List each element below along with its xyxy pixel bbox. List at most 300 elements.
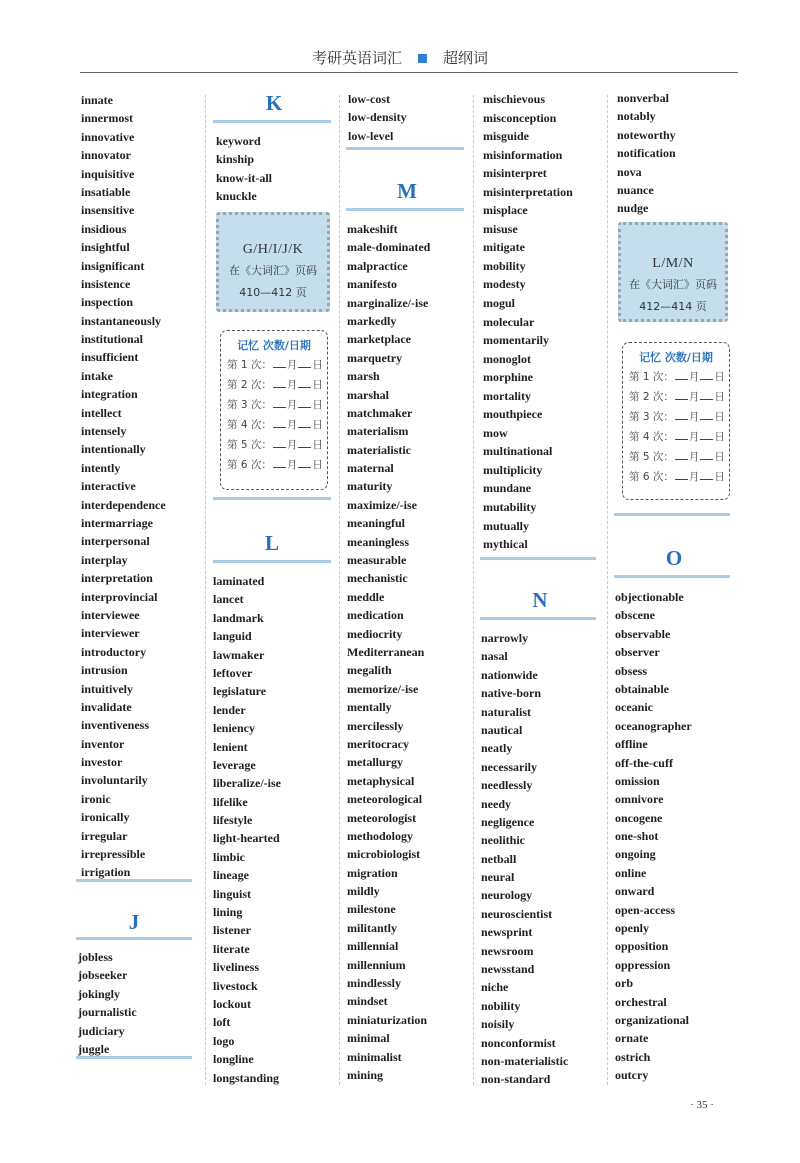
word-entry: maturity — [347, 479, 393, 494]
word-entry: mutability — [483, 500, 537, 515]
day-blank — [700, 369, 713, 380]
word-entry: intensely — [81, 424, 127, 439]
day-blank — [700, 469, 713, 480]
section-letter-j: J — [128, 910, 140, 934]
word-entry: intuitively — [81, 681, 134, 696]
word-entry: orb — [615, 976, 633, 991]
word-entry: observer — [615, 645, 660, 660]
word-entry: metaphysical — [347, 773, 415, 788]
word-entry: neolithic — [481, 833, 525, 848]
word-list-l-continued — [348, 90, 407, 145]
word-entry: niche — [481, 980, 509, 995]
word-entry: oncogene — [615, 810, 663, 825]
month-label: 月 — [688, 411, 700, 423]
word-entry: innate — [81, 93, 114, 107]
word-entry: netball — [481, 851, 517, 866]
word-entry: maternal — [347, 461, 394, 476]
day-label: 日 — [714, 391, 725, 403]
word-entry: materialism — [347, 424, 409, 439]
word-list-j — [78, 948, 137, 1058]
word-entry: interactive — [81, 479, 136, 494]
word-entry: mitigate — [483, 240, 525, 255]
word-entry: marketplace — [347, 332, 411, 347]
word-entry: lenient — [213, 739, 248, 754]
word-entry: objectionable — [615, 590, 684, 604]
word-entry: neatly — [481, 741, 513, 756]
word-entry: multinational — [483, 444, 553, 459]
word-entry: low-density — [348, 110, 407, 125]
month-label: 月 — [688, 471, 700, 483]
word-entry: minimal — [347, 1031, 390, 1046]
word-entry: intentionally — [81, 442, 146, 457]
header-book-title: 考研英语词汇 — [311, 49, 402, 67]
word-entry: judiciary — [78, 1023, 125, 1038]
word-entry: methodology — [347, 828, 413, 843]
word-entry: interplay — [81, 552, 128, 567]
memory-row-label: 第 3 次： — [227, 399, 272, 411]
word-entry: interpretation — [81, 571, 153, 586]
month-blank — [273, 457, 286, 468]
word-entry: mindlessly — [347, 976, 402, 991]
word-entry: lender — [213, 702, 246, 717]
column-divider — [473, 95, 474, 1085]
word-entry: nautical — [481, 722, 523, 737]
word-entry: knuckle — [216, 189, 257, 204]
word-entry: manifesto — [347, 277, 397, 292]
word-entry: lineage — [213, 868, 249, 883]
word-list-m — [347, 220, 430, 1084]
word-entry: low-cost — [348, 92, 390, 106]
word-entry: Mediterranean — [347, 644, 425, 659]
word-entry: interviewee — [81, 607, 140, 622]
word-entry: miniaturization — [347, 1012, 427, 1027]
word-entry: needlessly — [481, 778, 533, 793]
word-list-o — [615, 588, 692, 1085]
word-entry: offline — [615, 737, 648, 752]
word-list-n-continued — [617, 89, 676, 218]
word-entry: minimalist — [347, 1049, 402, 1064]
word-entry: millennial — [347, 939, 399, 954]
word-entry: omnivore — [615, 792, 664, 807]
word-entry: invalidate — [81, 699, 132, 714]
page-box-letters: L/M/N — [652, 256, 694, 271]
word-entry: nonverbal — [617, 91, 670, 105]
month-label: 月 — [286, 379, 298, 391]
word-entry: militantly — [347, 920, 397, 935]
word-entry: mortality — [483, 388, 531, 403]
word-entry: materialistic — [347, 442, 411, 457]
word-entry: millennium — [347, 957, 406, 972]
word-entry: obscene — [615, 608, 655, 623]
word-entry: leverage — [213, 757, 256, 772]
word-entry: modesty — [483, 277, 526, 292]
word-entry: leftover — [213, 665, 253, 680]
word-entry: newsroom — [481, 943, 534, 958]
word-entry: mindset — [347, 994, 388, 1009]
word-entry: limbic — [213, 849, 245, 864]
word-entry: inventor — [81, 736, 125, 751]
word-entry: meteorologist — [347, 810, 417, 825]
month-blank — [675, 389, 688, 400]
month-blank — [675, 469, 688, 480]
word-entry: know-it-all — [216, 170, 273, 185]
word-entry: light-hearted — [213, 831, 280, 846]
word-entry: irrigation — [81, 865, 131, 880]
word-list-k — [216, 132, 272, 206]
word-entry: native-born — [481, 686, 541, 701]
month-blank — [675, 409, 688, 420]
word-entry: lockout — [213, 996, 252, 1011]
word-entry: longline — [213, 1052, 254, 1067]
month-blank — [273, 377, 286, 388]
word-entry: oceanic — [615, 700, 653, 715]
section-letter-m: M — [397, 179, 417, 203]
word-entry: meteorological — [347, 792, 423, 807]
word-entry: nuance — [617, 182, 654, 197]
word-entry: mining — [347, 1067, 384, 1082]
word-entry: markedly — [347, 313, 397, 328]
word-entry: ongoing — [615, 847, 656, 862]
word-entry: mow — [483, 425, 508, 440]
word-entry: literate — [213, 941, 250, 956]
word-entry: openly — [615, 921, 650, 936]
word-entry: off-the-cuff — [615, 755, 673, 770]
running-header — [0, 48, 800, 68]
memory-row-label: 第 6 次： — [629, 471, 674, 483]
month-blank — [273, 437, 286, 448]
word-entry: lifelike — [213, 794, 248, 809]
page-box-letters: G/H/I/J/K — [242, 242, 304, 257]
day-blank — [298, 357, 311, 368]
word-entry: malpractice — [347, 258, 408, 273]
day-blank — [298, 437, 311, 448]
day-label: 日 — [714, 431, 725, 443]
word-entry: insignificant — [81, 258, 145, 273]
memory-row — [227, 395, 327, 415]
word-entry: orchestral — [615, 994, 667, 1009]
word-list-l — [213, 572, 281, 1087]
word-entry: interviewer — [81, 626, 140, 641]
word-entry: maximize/-ise — [347, 497, 417, 512]
page-box-pages: 410—412 页 — [239, 286, 307, 299]
memory-row — [227, 355, 327, 375]
word-entry: leniency — [213, 721, 255, 736]
word-entry: intermarriage — [81, 515, 153, 530]
word-entry: inquisitive — [81, 166, 135, 181]
day-blank — [700, 429, 713, 440]
word-entry: meaningful — [347, 516, 406, 531]
word-entry: omission — [615, 773, 660, 788]
month-blank — [675, 429, 688, 440]
memory-log-box — [220, 330, 328, 490]
word-entry: observable — [615, 626, 671, 641]
word-entry: journalistic — [78, 1005, 137, 1020]
day-blank — [298, 397, 311, 408]
word-entry: newsstand — [481, 962, 535, 977]
section-rule — [76, 1056, 192, 1059]
memory-row-label: 第 1 次： — [629, 371, 674, 383]
month-label: 月 — [286, 419, 298, 431]
word-entry: nobility — [481, 998, 521, 1013]
column-divider — [205, 95, 206, 1085]
word-entry: nasal — [481, 649, 508, 664]
word-entry: mythical — [483, 537, 528, 552]
month-label: 月 — [688, 451, 700, 463]
word-entry: onward — [615, 884, 655, 899]
word-entry: lining — [213, 905, 243, 920]
day-label: 日 — [714, 471, 725, 483]
word-entry: innovative — [81, 129, 135, 144]
word-entry: noteworthy — [617, 127, 676, 142]
word-entry: interdependence — [81, 497, 166, 512]
word-entry: necessarily — [481, 759, 537, 774]
header-rule — [80, 72, 738, 73]
word-entry: longstanding — [213, 1070, 280, 1085]
month-blank — [273, 357, 286, 368]
word-entry: misplace — [483, 203, 528, 218]
word-entry: ornate — [615, 1031, 649, 1046]
word-entry: naturalist — [481, 704, 532, 719]
word-entry: opposition — [615, 939, 669, 954]
word-entry: mutually — [483, 518, 530, 533]
month-blank — [675, 449, 688, 460]
word-entry: introductory — [81, 644, 147, 659]
word-entry: nudge — [617, 201, 649, 216]
memory-row-label: 第 5 次： — [629, 451, 674, 463]
word-entry: online — [615, 865, 647, 880]
word-entry: oppression — [615, 957, 671, 972]
memory-row-label: 第 6 次： — [227, 459, 272, 471]
word-entry: organizational — [615, 1012, 689, 1027]
word-entry: investor — [81, 755, 123, 770]
word-entry: mischievous — [483, 92, 546, 106]
memory-row-label: 第 2 次： — [629, 391, 674, 403]
word-entry: non-materialistic — [481, 1053, 569, 1068]
section-rule — [480, 557, 596, 560]
month-label: 月 — [286, 399, 298, 411]
month-blank — [273, 417, 286, 428]
word-entry: institutional — [81, 332, 144, 347]
day-label: 日 — [714, 451, 725, 463]
word-entry: insistence — [81, 276, 131, 291]
word-entry: memorize/-ise — [347, 681, 419, 696]
word-entry: momentarily — [483, 333, 549, 348]
day-label: 日 — [312, 439, 323, 451]
word-entry: nationwide — [481, 667, 538, 682]
word-entry: misguide — [483, 129, 530, 144]
word-entry: noisily — [481, 1017, 515, 1032]
word-entry: instantaneously — [81, 313, 162, 328]
word-entry: non-standard — [481, 1072, 551, 1087]
page-reference-box — [216, 212, 330, 312]
word-entry: megalith — [347, 663, 392, 678]
word-entry: misinterpretation — [483, 184, 573, 199]
word-entry: neuroscientist — [481, 906, 553, 921]
word-entry: monoglot — [483, 351, 531, 366]
word-entry: intake — [81, 368, 114, 383]
word-entry: misinterpret — [483, 166, 547, 181]
day-blank — [700, 409, 713, 420]
header-section-title: 超纲词 — [443, 49, 489, 67]
memory-row — [629, 387, 729, 407]
word-list-i — [81, 91, 166, 882]
section-rule — [346, 208, 464, 211]
month-label: 月 — [286, 439, 298, 451]
memory-row — [629, 427, 729, 447]
memory-row-label: 第 4 次： — [227, 419, 272, 431]
word-entry: milestone — [347, 902, 396, 917]
word-entry: measurable — [347, 553, 407, 568]
memory-row — [227, 375, 327, 395]
month-label: 月 — [688, 371, 700, 383]
word-entry: irrepressible — [81, 847, 146, 862]
day-label: 日 — [312, 379, 323, 391]
section-rule — [480, 617, 596, 620]
page-box-caption: 在《大词汇》页码 — [229, 264, 317, 277]
word-entry: mouthpiece — [483, 407, 543, 422]
memory-log-box — [622, 342, 730, 500]
word-entry: lancet — [213, 592, 244, 607]
word-entry: lifestyle — [213, 813, 253, 828]
word-entry: listener — [213, 923, 251, 938]
memory-row-label: 第 4 次： — [629, 431, 674, 443]
word-entry: juggle — [78, 1041, 110, 1056]
word-entry: insufficient — [81, 350, 139, 365]
day-label: 日 — [312, 459, 323, 471]
word-entry: meritocracy — [347, 736, 409, 751]
word-entry: mundane — [483, 481, 532, 496]
word-entry: outcry — [615, 1068, 649, 1083]
word-entry: marginalize/-ise — [347, 295, 429, 310]
month-blank — [675, 369, 688, 380]
word-list-n — [481, 629, 568, 1089]
word-entry: ostrich — [615, 1049, 651, 1064]
day-label: 日 — [312, 399, 323, 411]
section-rule — [76, 937, 192, 940]
word-entry: insensitive — [81, 203, 135, 218]
memory-row — [629, 407, 729, 427]
word-entry: integration — [81, 387, 138, 402]
square-marker-icon — [418, 54, 427, 63]
memory-log-title: 记忆 次数/日期 — [237, 339, 311, 352]
word-entry: misconception — [483, 110, 557, 125]
word-entry: migration — [347, 865, 398, 880]
word-entry: notably — [617, 109, 656, 124]
word-entry: intellect — [81, 405, 122, 420]
word-entry: makeshift — [347, 222, 398, 236]
memory-row-label: 第 3 次： — [629, 411, 674, 423]
word-entry: negligence — [481, 814, 535, 829]
word-entry: meaningless — [347, 534, 410, 549]
section-letter-l: L — [264, 531, 279, 555]
word-entry: legislature — [213, 684, 267, 699]
word-entry: mentally — [347, 700, 392, 715]
word-entry: low-level — [348, 128, 394, 143]
word-entry: innermost — [81, 111, 133, 126]
word-entry: meddle — [347, 589, 385, 604]
word-entry: inventiveness — [81, 718, 150, 733]
memory-row-label: 第 2 次： — [227, 379, 272, 391]
month-label: 月 — [286, 359, 298, 371]
word-entry: interprovincial — [81, 589, 158, 604]
word-entry: newsprint — [481, 925, 533, 940]
memory-row-label: 第 5 次： — [227, 439, 272, 451]
page-box-pages: 412—414 页 — [639, 300, 707, 313]
word-entry: livestock — [213, 978, 258, 993]
word-entry: one-shot — [615, 829, 659, 844]
day-blank — [298, 377, 311, 388]
word-entry: misuse — [483, 221, 518, 236]
word-entry: neurology — [481, 888, 533, 903]
word-entry: microbiologist — [347, 847, 421, 862]
word-entry: intrusion — [81, 663, 128, 678]
word-entry: intently — [81, 460, 121, 475]
word-entry: keyword — [216, 134, 261, 148]
month-label: 月 — [688, 431, 700, 443]
section-rule — [213, 560, 331, 563]
word-entry: marshal — [347, 387, 389, 402]
word-entry: innovator — [81, 148, 132, 163]
word-entry: inspection — [81, 295, 134, 310]
day-label: 日 — [714, 371, 725, 383]
day-label: 日 — [714, 411, 725, 423]
memory-row — [629, 367, 729, 387]
word-entry: irregular — [81, 828, 128, 843]
word-entry: jobseeker — [78, 968, 128, 983]
word-entry: neural — [481, 870, 515, 885]
word-entry: male-dominated — [347, 240, 431, 255]
section-rule — [346, 147, 464, 150]
section-letter-k: K — [265, 91, 283, 115]
word-entry: multiplicity — [483, 462, 543, 477]
page-reference-box — [618, 222, 728, 322]
word-entry: insidious — [81, 221, 127, 236]
word-entry: medication — [347, 608, 404, 623]
word-entry: languid — [213, 629, 252, 644]
month-blank — [273, 397, 286, 408]
word-entry: ironic — [81, 791, 111, 806]
memory-row — [227, 435, 327, 455]
word-entry: laminated — [213, 574, 265, 588]
word-entry: mechanistic — [347, 571, 408, 586]
word-entry: morphine — [483, 370, 534, 385]
word-entry: linguist — [213, 886, 252, 901]
memory-row — [227, 455, 327, 475]
word-entry: involuntarily — [81, 773, 148, 788]
column-divider — [339, 95, 340, 1085]
month-label: 月 — [688, 391, 700, 403]
word-entry: obtainable — [615, 681, 670, 696]
day-blank — [700, 389, 713, 400]
page-box-caption: 在《大词汇》页码 — [629, 278, 717, 291]
memory-row-label: 第 1 次： — [227, 359, 272, 371]
word-entry: liberalize/-ise — [213, 776, 281, 791]
word-entry: molecular — [483, 314, 535, 329]
word-entry: landmark — [213, 610, 264, 625]
day-blank — [298, 417, 311, 428]
word-entry: mogul — [483, 296, 516, 311]
memory-row — [629, 447, 729, 467]
memory-log-title: 记忆 次数/日期 — [639, 351, 713, 364]
word-entry: lawmaker — [213, 647, 265, 662]
section-rule — [213, 120, 331, 123]
word-entry: obsess — [615, 663, 648, 678]
word-entry: mercilessly — [347, 718, 404, 733]
memory-row — [629, 467, 729, 487]
word-entry: marsh — [347, 369, 380, 384]
section-rule — [76, 879, 192, 882]
word-entry: mildly — [347, 884, 380, 899]
